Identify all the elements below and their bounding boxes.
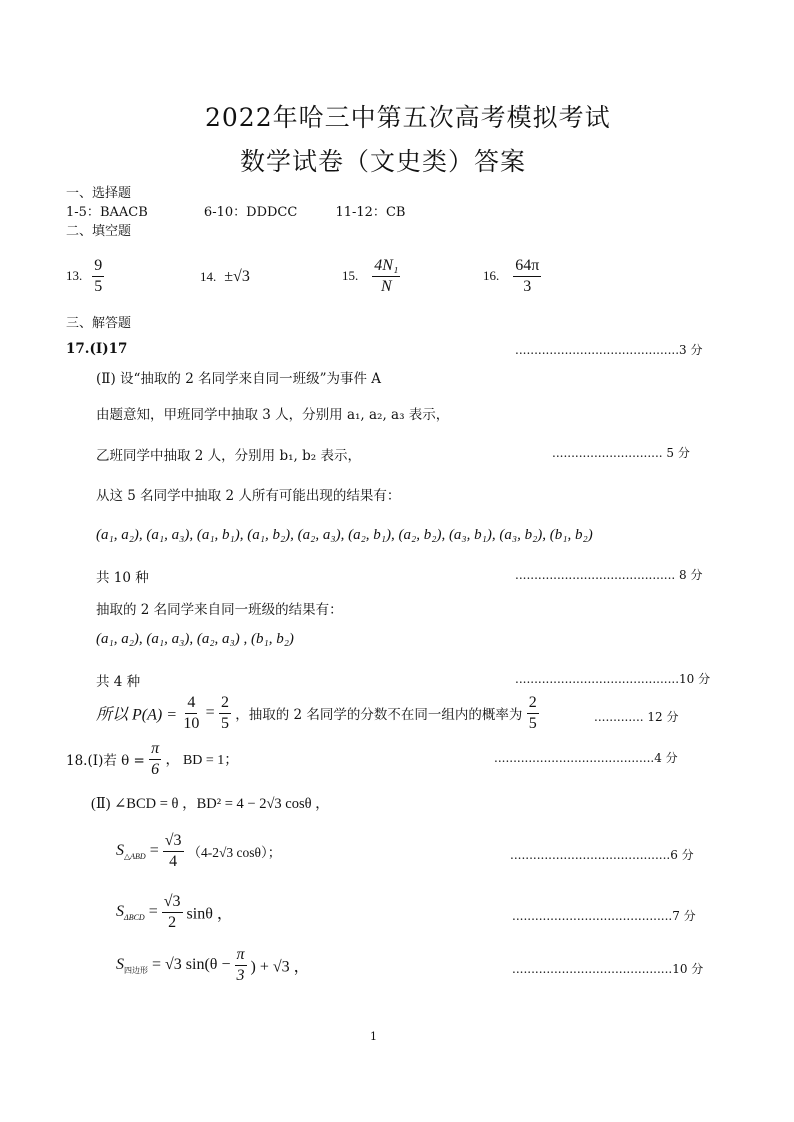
p18-fraction-sqrt3-2-denominator: 2: [168, 913, 177, 931]
choice-range-2-answers: DDDCC: [246, 205, 298, 220]
fill-q16: [483, 257, 541, 295]
p18-area-quad-subscript: 四边形: [124, 965, 148, 975]
p17-fraction-2-5: [219, 694, 231, 732]
choice-range-1-label: 1-5：: [66, 205, 100, 220]
fill-q14-answer: ±√3: [224, 268, 250, 285]
p17-fraction-2-5-numerator: 2: [219, 694, 231, 714]
p17-line3: 由题意知，甲班同学中抽取 3 人，分别用 a₁, a₂, a₃ 表示，: [96, 407, 450, 423]
p17-prob-lhs: 所以 P(A) =: [96, 706, 178, 724]
p18-fraction-sqrt3-2: [162, 893, 183, 931]
p18-area-quad-rhs: ) + √3 ，: [250, 958, 310, 976]
p18-fraction-sqrt3-2-numerator: √3: [162, 893, 183, 913]
section-solution-heading: 三、解答题: [66, 316, 132, 331]
choice-range-3-answers: CB: [385, 205, 406, 220]
p17-equals: =: [205, 704, 215, 722]
fill-q13-number: 13.: [66, 268, 83, 284]
p18-area-abd-subscript: △ABD: [124, 851, 146, 861]
fill-q15-number: 15.: [342, 268, 359, 284]
fill-q13: [66, 257, 104, 295]
fill-q13-denominator: 5: [94, 277, 103, 295]
p17-line2: (Ⅱ) 设“抽取的 2 名同学来自同一班级”为事件 A: [96, 371, 382, 387]
p18-area-bcd-equals: =: [148, 903, 158, 921]
section-fill-heading: 二、填空题: [66, 224, 132, 239]
p18-line2: (Ⅱ) ∠BCD = θ ，BD² = 4 − 2√3 cosθ ，: [91, 796, 330, 812]
p17-fraction-4-10: [181, 694, 201, 732]
fill-q16-denominator: 3: [523, 277, 532, 295]
p18-line4-score: ..........................................7 分: [512, 909, 696, 923]
p17-line8: 抽取的 2 名同学来自同一班级的结果有：: [96, 602, 343, 618]
p17-line7: 共 10 种: [96, 570, 149, 586]
p17-fraction-2-5-denominator: 5: [220, 714, 229, 732]
section-choice-heading: 一、选择题: [66, 186, 132, 201]
fill-q14-number: 14.: [200, 269, 217, 284]
page-title-line2: 数学试卷（文史类）答案: [240, 147, 527, 176]
p18-fraction-pi-3-numerator: π: [235, 946, 247, 966]
p18-fraction-pi-3: [235, 946, 247, 984]
fill-q15-numerator: 4N₁: [372, 257, 400, 277]
fill-q14: [200, 268, 250, 286]
fill-q13-fraction: [92, 257, 104, 295]
p17-line4: 乙班同学中抽取 2 人，分别用 b₁, b₂ 表示，: [96, 448, 361, 464]
p17-line1-score: ...........................................3 分: [515, 343, 703, 357]
p18-fraction-pi-6: [149, 740, 161, 778]
fill-q15-denominator: N: [381, 277, 392, 295]
p17-line10-score: ...........................................10 分: [515, 672, 711, 686]
p17-line11: [96, 694, 539, 732]
p17-line4-score: ............................. 5 分: [552, 446, 690, 460]
p18-line3-score: ..........................................6 分: [510, 848, 694, 862]
p17-fraction-4-10-denominator: 10: [183, 714, 200, 732]
p17-line11-score: ............. 12 分: [594, 710, 679, 724]
p17-line10: 共 4 种: [96, 674, 141, 690]
p17-fraction-result-numerator: 2: [527, 694, 539, 714]
p18-fraction-sqrt3-4: [163, 832, 184, 870]
p17-fraction-4-10-numerator: 4: [185, 694, 197, 714]
p18-area-quad-symbol: S: [116, 956, 124, 974]
choice-range-3-label: 11-12：: [335, 205, 386, 220]
fill-q16-fraction: [513, 257, 541, 295]
p17-conclusion-text: ，抽取的 2 名同学的分数不在同一组内的概率为: [235, 707, 523, 724]
p18-area-bcd-symbol: S: [116, 903, 124, 921]
fill-q15: [342, 257, 400, 295]
p17-line7-score: .......................................... 8 分: [515, 568, 703, 582]
p18-line5-score: ..........................................10 分: [512, 962, 704, 976]
fill-q16-numerator: 64π: [513, 257, 541, 277]
p18-area-quad-lhs: = √3 sin(θ −: [152, 956, 231, 974]
p18-area-abd-expression: （4-2√3 cosθ）；: [187, 845, 282, 861]
p18-area-abd-equals: =: [149, 842, 159, 860]
p18-line3: [116, 832, 281, 870]
p18-fraction-pi-6-denominator: 6: [151, 760, 160, 778]
p17-line1: 17.(Ⅰ)17: [66, 341, 128, 357]
p17-outcomes-all: (a₁, a₂), (a₁, a₃), (a₁, b₁), (a₁, b₂), (a₂, a₃), (a₂, b₁), (a₂, b₂), (a₃, b₁), (a₃, b₂), (b₁, b₂): [96, 527, 593, 543]
p17-line5: 从这 5 名同学中抽取 2 人所有可能出现的结果有：: [96, 488, 401, 504]
p18-fraction-pi-3-denominator: 3: [236, 966, 245, 984]
p18-part1-result: ， BD = 1；: [165, 753, 239, 769]
p18-area-abd-symbol: S: [116, 842, 124, 860]
choice-range-1-answers: BAACB: [99, 205, 148, 220]
fill-q16-number: 16.: [483, 268, 500, 284]
p18-part1-label: 18.(Ⅰ)若 θ =: [66, 753, 145, 770]
p18-line5: [116, 946, 310, 984]
p18-line1: [66, 740, 238, 778]
p18-fraction-pi-6-numerator: π: [149, 740, 161, 760]
fill-q15-fraction: [372, 257, 400, 295]
p17-fraction-result-denominator: 5: [528, 714, 537, 732]
p18-fraction-sqrt3-4-numerator: √3: [163, 832, 184, 852]
choice-answers: [66, 201, 405, 220]
p18-line4: [116, 893, 233, 931]
p17-fraction-result: [527, 694, 539, 732]
p18-line1-score: ..........................................4 分: [494, 751, 678, 765]
p18-area-bcd-expression: sinθ ，: [186, 905, 233, 923]
page-number: 1: [370, 1030, 377, 1043]
choice-range-2-label: 6-10：: [203, 205, 247, 220]
p17-outcomes-same: (a₁, a₂), (a₁, a₃), (a₂, a₃) , (b₁, b₂): [96, 631, 294, 647]
fill-q13-numerator: 9: [92, 257, 104, 277]
page-title-line1: 2022年哈三中第五次高考模拟考试: [205, 103, 611, 132]
p18-fraction-sqrt3-4-denominator: 4: [169, 852, 178, 870]
p18-area-bcd-subscript: ΔBCD: [124, 912, 145, 922]
